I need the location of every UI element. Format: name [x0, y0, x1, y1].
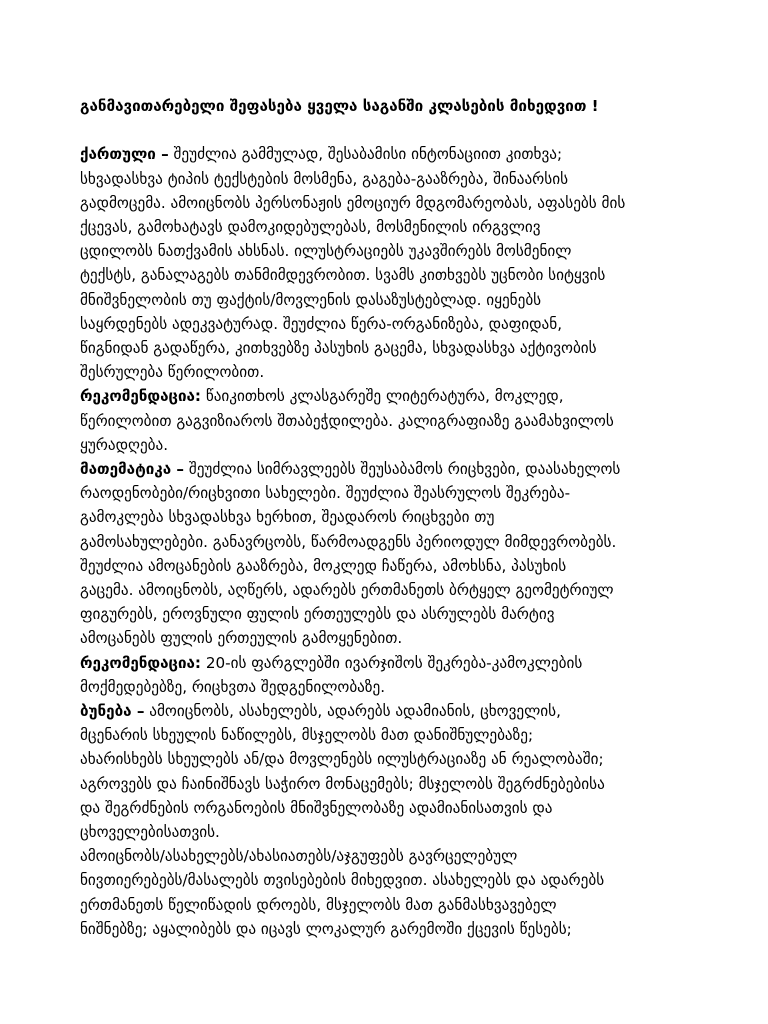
text-line: მცენარის სხეულის ნაწილებს, მსჯელობს მათ დანიშნულებაზე;: [80, 726, 534, 745]
text-line: მნიშვნელობის თუ ფაქტის/მოვლენის დასაზუსტებლად. იყენებს: [80, 290, 542, 309]
recommendation-math: [80, 651, 700, 699]
text-line: მოქმედებებზე, რიცხვთა შედგენილობაზე.: [80, 677, 386, 696]
text-line: წერილობით გაგვიზიაროს შთაბეჭდილება. კალიგრაფიაზე გაამახვილოს: [80, 411, 614, 430]
text-line: შეუძლია ამოცანების გააზრება, მოკლედ ჩაწერა, ამოხსნა, პასუხის: [80, 556, 567, 575]
math-section: [80, 457, 700, 651]
text-line: გადმოცემა. ამოიცნობს პერსონაჟის ემოციურ მდგომარეობას, აფასებს მის: [80, 193, 626, 212]
georgian-section: [80, 142, 700, 384]
text-line: ცდილობს ნათქვამის ახსნას. ილუსტრაციებს უკავშირებს მოსმენილ: [80, 242, 572, 261]
section-label: მათემატიკა –: [80, 460, 185, 479]
text-line: სხვადასხვა ტიპის ტექსტების მოსმენა, გაგება-გააზრება, შინაარსის: [80, 169, 569, 188]
recommendation-label: რეკომენდაცია:: [80, 653, 201, 672]
text-line: ცხოველებისათვის.: [80, 823, 220, 842]
text-line: [80, 384, 700, 408]
text-run: წაიკითხოს კლასგარეშე ლიტერატურა, მოკლედ,: [201, 387, 564, 406]
text-line: ყურადღება.: [80, 435, 169, 454]
text-line: ტექსტს, განალაგებს თანმიმდევრობით. სვამს კითხვებს უცნობი სიტყვის: [80, 266, 606, 285]
text-line: ერთმანეთს წელიწადის დროებს, მსჯელობს მათ განმასხვავებელ: [80, 895, 557, 914]
text-line: და შეგრძნების ორგანოების მნიშვნელობაზე ადამიანისათვის და: [80, 798, 553, 817]
text-run: ამოიცნობს, ასახელებს, ადარებს ადამიანის, ცხოველის,: [144, 702, 561, 721]
document-page: [80, 94, 700, 941]
text-line: ნივთიერებებს/მასალებს თვისებების მიხედვით. ასახელებს და ადარებს: [80, 871, 605, 890]
document-heading: განმავითარებელი შეფასება ყველა საგანში კლასების მიხედვით !: [80, 97, 599, 115]
text-line: ამოცანებს ფულის ერთეულის გამოყენებით.: [80, 629, 403, 648]
text-line: აგროვებს და ჩაინიშნავს საჭირო მონაცემებს; მსჯელობს შეგრძნებებისა: [80, 774, 605, 793]
text-line: ქცევას, გამოხატავს დამოკიდებულებას, მოსმენილის ირგვლივ: [80, 218, 541, 236]
text-line: [80, 699, 700, 723]
text-run: შეუძლია გამმულად, შესაბამისი ინტონაციით კითხვა;: [168, 145, 563, 164]
text-line: გამოკლება სხვადასხვა ხერხით, შეადაროს რიცხვები თუ: [80, 508, 495, 527]
recommendation-label: რეკომენდაცია:: [80, 387, 201, 406]
text-line: წიგნიდან გადაწერა, კითხვებზე პასუხის გაცემა, სხვადასხვა აქტივობის: [80, 339, 597, 358]
text-run: შეუძლია სიმრავლეებს შეუსაბამოს რიცხვები, დაასახელოს: [184, 460, 621, 479]
text-line: საყრდენებს ადეკვატურად. შეუძლია წერა-ორგანიზება, დაფიდან,: [80, 314, 563, 333]
text-line: შესრულება წერილობით.: [80, 363, 265, 382]
section-label: ბუნება –: [80, 702, 145, 721]
text-line: გამოსახულებები. განავრცობს, წარმოადგენს პერიოდულ მიმდევრობებს.: [80, 532, 617, 551]
text-line: ამოიცნობს/ასახელებს/ახასიათებს/აჯგუფებს გავრცელებულ: [80, 847, 518, 866]
text-run: 20-ის ფარგლებში ივარჯიშოს შეკრება-კამოკლების: [201, 653, 583, 672]
section-label: ქართული –: [80, 145, 169, 164]
text-line: რაოდენობები/რიცხვითი სახელები. შეუძლია შეასრულოს შეკრება-: [80, 484, 571, 503]
text-line: [80, 651, 700, 675]
text-line: ახარისხებს სხეულებს ან/და მოვლენებს ილუსტრაციაზე ან რეალობაში;: [80, 750, 604, 769]
blank-line: [80, 118, 700, 142]
text-line: ფიგურებს, ეროვნული ფულის ერთეულებს და ასრულებს მარტივ: [80, 605, 555, 624]
text-line: [80, 142, 700, 166]
nature-section: [80, 699, 700, 941]
text-line: გაცემა. ამოიცნობს, აღწერს, ადარებს ერთმანეთს ბრტყელ გეომეტრიულ: [80, 581, 614, 600]
text-line: [80, 457, 700, 481]
text-line: ნიშნებზე; აყალიბებს და იცავს ლოკალურ გარემოში ქცევის წესებს;: [80, 919, 572, 938]
recommendation-georgian: [80, 384, 700, 457]
